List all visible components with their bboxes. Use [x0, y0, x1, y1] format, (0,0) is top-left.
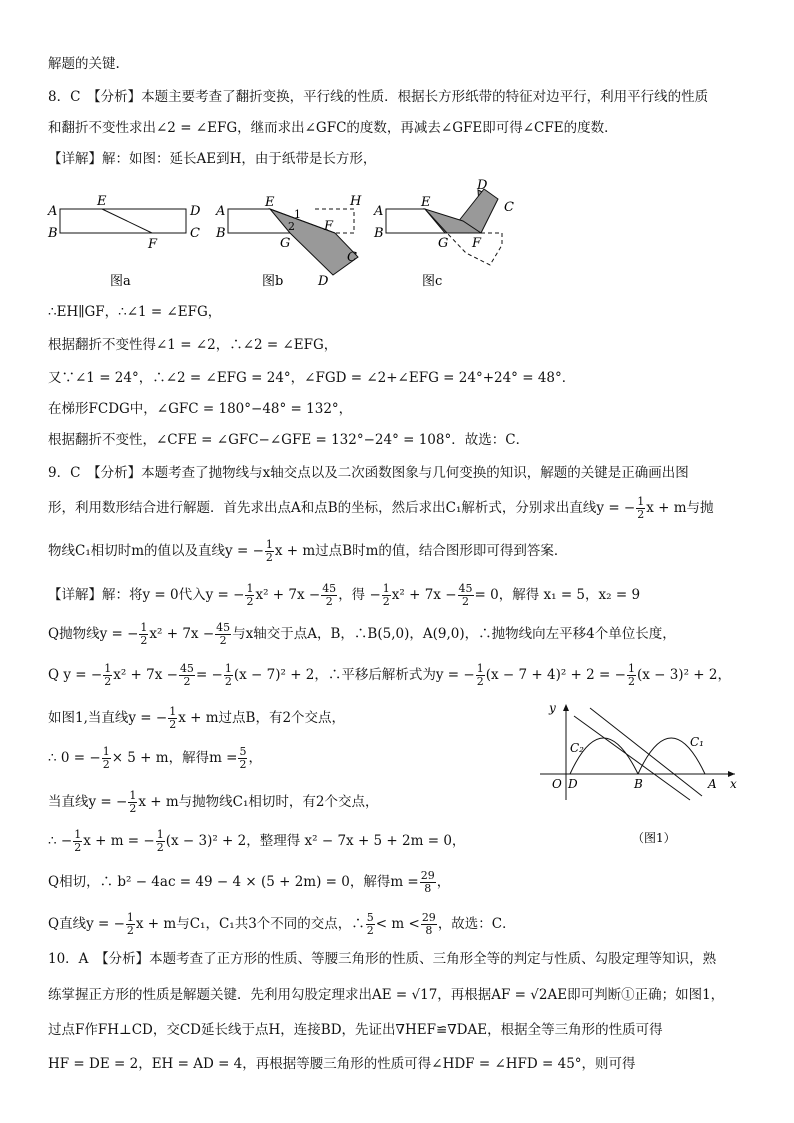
text-line: Q抛物线y = − $\frac{1}{2}$ x² + 7x − $\frac{45}{2}$ 与x轴交于点A，B，∴B(5,0)，A(9,0)，∴抛物线向左平移4个单位长度，	[48, 621, 676, 647]
fraction-29-8: $\frac{29}{8}$	[421, 911, 436, 937]
text-line: Q相切，∴ b² − 4ac = 49 − 4 × (5 + 2m) = 0，解得m = $\frac{29}{8}$ ，	[48, 869, 451, 895]
fraction-half: $\frac{1}{2}$	[246, 582, 254, 608]
label-E: E	[265, 195, 275, 210]
label-D: D	[477, 178, 488, 193]
fraction-half: $\frac{1}{2}$	[74, 828, 82, 854]
q9-detail: 【详解】解：将y = 0代入y = − $\frac{1}{2}$ x² + 7x − $\frac{45}{2}$ ，得 − $\frac{1}{2}$ x² + 7x − $\frac{45}{2}$ = 0，解得 x₁ = 5，x₂ = 9	[48, 582, 641, 608]
text-line: 根据翻折不变性得∠1 = ∠2，∴∠2 = ∠EFG，	[48, 337, 338, 353]
text-line: 形，利用数形结合进行解题．首先求出点A和点B的坐标，然后求出C₁解析式，分别求出直线y = − $\frac{1}{2}$ x + m与抛	[48, 495, 714, 521]
fraction-29-8: $\frac{29}{8}$	[420, 869, 435, 895]
axis-label-x: x	[730, 777, 737, 791]
label-F: F	[148, 237, 158, 252]
label-F: F	[324, 219, 334, 234]
label-G: G	[280, 236, 291, 251]
label-A: A	[708, 777, 717, 791]
axis-label-y: y	[549, 701, 556, 715]
label-F: F	[472, 236, 482, 251]
figure-c-caption: 图c	[422, 274, 443, 289]
text-line: 如图1,当直线y = − $\frac{1}{2}$ x + m过点B，有2个交点，	[48, 705, 346, 731]
folding-figures	[40, 175, 540, 295]
label-B: B	[48, 226, 58, 241]
text-line: ∴ − $\frac{1}{2}$ x + m = − $\frac{1}{2}$ (x − 3)² + 2，整理得 x² − 7x + 5 + 2m = 0，	[48, 828, 466, 854]
q9-analysis: 9．C 【分析】本题考查了抛物线与x轴交点以及二次函数图象与几何变换的知识，解题的关键是正确画出图	[48, 465, 689, 481]
graph-caption: （图1）	[632, 831, 676, 845]
text-line: ∴ 0 = − $\frac{1}{2}$ × 5 + m，解得m = $\frac{5}{2}$ ，	[48, 745, 262, 771]
text-line: HF = DE = 2，EH = AD = 4，再根据等腰三角形的性质可得∠HDF = ∠HFD = 45°，则可得	[48, 1056, 636, 1072]
fraction-45-2: $\frac{45}{2}$	[179, 662, 194, 688]
label-E: E	[97, 194, 107, 209]
label-A: A	[374, 204, 384, 219]
figure-a	[47, 194, 201, 289]
label-C1: C₁	[690, 735, 704, 749]
fraction-half: $\frac{1}{2}$	[382, 582, 390, 608]
fraction-5-2: $\frac{5}{2}$	[239, 745, 247, 771]
fraction-half: $\frac{1}{2}$	[126, 911, 134, 937]
text-line: 又∵∠1 = 24°，∴∠2 = ∠EFG = 24°，∠FGD = ∠2+∠EFG = 24°+24° = 48°．	[48, 370, 576, 386]
figure-b-caption: 图b	[262, 274, 284, 289]
text-line: 过点F作FH⊥CD，交CD延长线于点H，连接BD，先证出∇HEF≌∇DAE，根据全等三角形的性质可得	[48, 1022, 663, 1038]
text-line: 和翻折不变性求出∠2 = ∠EFG，继而求出∠GFC的度数，再减去∠GFE即可得∠CFE的度数．	[48, 120, 618, 136]
label-D: D	[568, 777, 578, 791]
text-line: 练掌握正方形的性质是解题关键．先利用勾股定理求出AE = √17，再根据AF = √2AE即可判断①正确；如图1，	[48, 987, 725, 1003]
fraction-45-2: $\frac{45}{2}$	[322, 582, 337, 608]
label-E: E	[421, 195, 431, 210]
text-line: 根据翻折不变性，∠CFE = ∠GFC−∠GFE = 132°−24° = 108°．故选：C．	[48, 432, 530, 448]
label-B: B	[374, 226, 384, 241]
fraction-half: $\frac{1}{2}$	[129, 789, 137, 815]
label-C: C	[190, 226, 200, 241]
fraction-45-2: $\frac{45}{2}$	[216, 621, 231, 647]
label-2: 2	[288, 220, 295, 233]
figure-c	[373, 178, 514, 289]
text-line: ∴EH∥GF，∴∠1 = ∠EFG，	[48, 304, 222, 320]
fraction-45-2: $\frac{45}{2}$	[458, 582, 473, 608]
figure-a-caption: 图a	[110, 274, 131, 289]
text-line: 当直线y = − $\frac{1}{2}$ x + m与抛物线C₁相切时，有2个交点，	[48, 789, 379, 815]
label-B: B	[634, 777, 643, 791]
text-line: 物线C₁相切时m的值以及直线y = − $\frac{1}{2}$ x + m过点B时m的值，结合图形即可得到答案．	[48, 538, 568, 564]
figure-b	[215, 194, 362, 289]
fraction-half: $\frac{1}{2}$	[476, 662, 484, 688]
label-C2: C₂	[570, 741, 584, 755]
fraction-half: $\frac{1}{2}$	[265, 538, 273, 564]
fraction-5-2: $\frac{5}{2}$	[366, 911, 374, 937]
fraction-half: $\frac{1}{2}$	[224, 662, 232, 688]
fraction-half: $\frac{1}{2}$	[169, 705, 177, 731]
label-A: A	[48, 204, 58, 219]
graph-figure-1	[530, 700, 750, 860]
label-A: A	[216, 204, 226, 219]
fraction-half: $\frac{1}{2}$	[637, 495, 645, 521]
label-C: C	[504, 200, 514, 215]
fraction-half: $\frac{1}{2}$	[140, 621, 148, 647]
fraction-half: $\frac{1}{2}$	[627, 662, 635, 688]
label-H: H	[350, 194, 362, 209]
text-line: Q直线y = − $\frac{1}{2}$ x + m与C₁，C₁共3个不同的交点，∴ $\frac{5}{2}$ < m < $\frac{29}{8}$ ，故选：C．	[48, 911, 516, 937]
fraction-half: $\frac{1}{2}$	[102, 745, 110, 771]
q10-analysis: 10．A 【分析】本题考查了正方形的性质、等腰三角形的性质、三角形全等的判定与性质、勾股定理等知识，熟	[48, 951, 717, 967]
label-1: 1	[294, 208, 301, 221]
text-line: Q y = − $\frac{1}{2}$ x² + 7x − $\frac{45}{2}$ = − $\frac{1}{2}$ (x − 7)² + 2，∴平移后解析式为y = − $\frac{1}{2}$ (x − 7 + 4)² + 2 = − $\frac{1}{2}$ (x − 3)² + 2，	[48, 662, 731, 688]
fraction-half: $\frac{1}{2}$	[156, 828, 164, 854]
label-D: D	[318, 274, 329, 289]
origin-label: O	[552, 777, 562, 791]
label-D: D	[190, 204, 201, 219]
text-line: 在梯形FCDG中，∠GFC = 180°−48° = 132°，	[48, 401, 353, 417]
q8-detail: 【详解】解：如图：延长AE到H，由于纸带是长方形，	[48, 151, 377, 167]
label-C: C	[347, 250, 357, 265]
q8-analysis: 8．C 【分析】本题主要考查了翻折变换，平行线的性质．根据长方形纸带的特征对边平行，利用平行线的性质	[48, 89, 709, 105]
label-B: B	[216, 226, 226, 241]
fraction-half: $\frac{1}{2}$	[104, 662, 112, 688]
text-line: 解题的关键.	[48, 56, 120, 72]
label-G: G	[438, 236, 449, 251]
